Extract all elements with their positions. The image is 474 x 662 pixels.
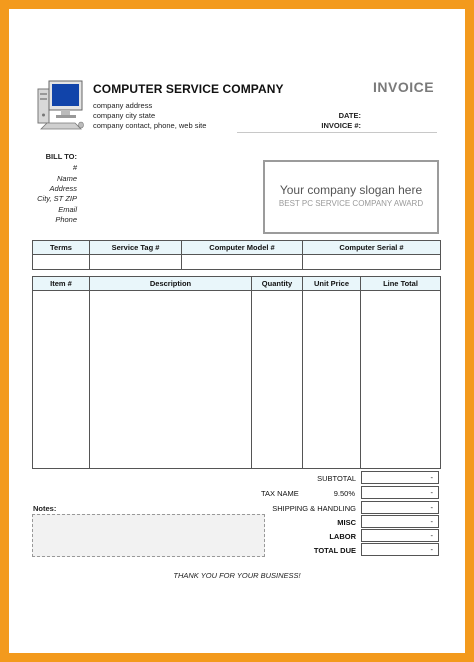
unit-price-column[interactable] <box>303 291 361 469</box>
notes-label: Notes: <box>33 504 57 513</box>
bill-to-number: # <box>72 163 77 172</box>
total-due-label: TOTAL DUE <box>313 546 356 555</box>
shipping-label: SHIPPING & HANDLING <box>272 504 356 513</box>
labor-label: LABOR <box>329 532 356 541</box>
tax-value[interactable]: - <box>361 486 439 499</box>
quantity-header: Quantity <box>252 277 303 291</box>
computer-icon <box>37 79 85 133</box>
computer-serial-cell[interactable] <box>303 255 441 270</box>
labor-value[interactable]: - <box>361 529 439 542</box>
service-tag-header: Service Tag # <box>90 241 182 255</box>
tax-label: TAX NAME <box>261 489 299 498</box>
computer-model-cell[interactable] <box>182 255 303 270</box>
invoice-number-label: INVOICE #: <box>321 121 361 130</box>
line-total-header: Line Total <box>361 277 441 291</box>
terms-table <box>32 240 441 270</box>
description-header: Description <box>90 277 252 291</box>
tax-rate[interactable]: 9.50% <box>333 489 355 498</box>
item-number-header: Item # <box>33 277 90 291</box>
bill-to-email: Email <box>58 205 77 214</box>
header-divider <box>237 132 437 133</box>
line-total-column[interactable] <box>361 291 441 469</box>
terms-cell[interactable] <box>33 255 90 270</box>
terms-header: Terms <box>33 241 90 255</box>
invoice-title: INVOICE <box>373 79 435 95</box>
computer-serial-header: Computer Serial # <box>303 241 441 255</box>
company-contact: company contact, phone, web site <box>93 121 207 130</box>
slogan-subtitle: BEST PC SERVICE COMPANY AWARD <box>278 199 424 208</box>
bill-to-phone: Phone <box>55 215 77 224</box>
subtotal-value[interactable]: - <box>361 471 439 484</box>
bill-to-city: City, ST ZIP <box>37 194 77 203</box>
notes-field[interactable] <box>32 514 265 557</box>
computer-model-header: Computer Model # <box>182 241 303 255</box>
service-tag-cell[interactable] <box>90 255 182 270</box>
shipping-value[interactable]: - <box>361 501 439 514</box>
item-number-column[interactable] <box>33 291 90 469</box>
misc-label: MISC <box>337 518 356 527</box>
invoice-page <box>9 9 465 653</box>
thank-you-message: THANK YOU FOR YOUR BUSINESS! <box>173 571 301 580</box>
items-table <box>32 276 441 469</box>
misc-value[interactable]: - <box>361 515 439 528</box>
company-name: COMPUTER SERVICE COMPANY <box>93 82 284 96</box>
slogan-box <box>263 160 439 234</box>
subtotal-label: SUBTOTAL <box>317 474 356 483</box>
date-label: DATE: <box>338 111 361 120</box>
unit-price-header: Unit Price <box>303 277 361 291</box>
bill-to-heading: BILL TO: <box>45 152 77 161</box>
company-address: company address <box>93 101 153 110</box>
company-city-state: company city state <box>93 111 156 120</box>
total-due-value[interactable]: - <box>361 543 439 556</box>
bill-to-name: Name <box>56 174 77 183</box>
quantity-column[interactable] <box>252 291 303 469</box>
bill-to-address: Address <box>49 184 77 193</box>
slogan-text: Your company slogan here <box>279 183 423 197</box>
description-column[interactable] <box>90 291 252 469</box>
